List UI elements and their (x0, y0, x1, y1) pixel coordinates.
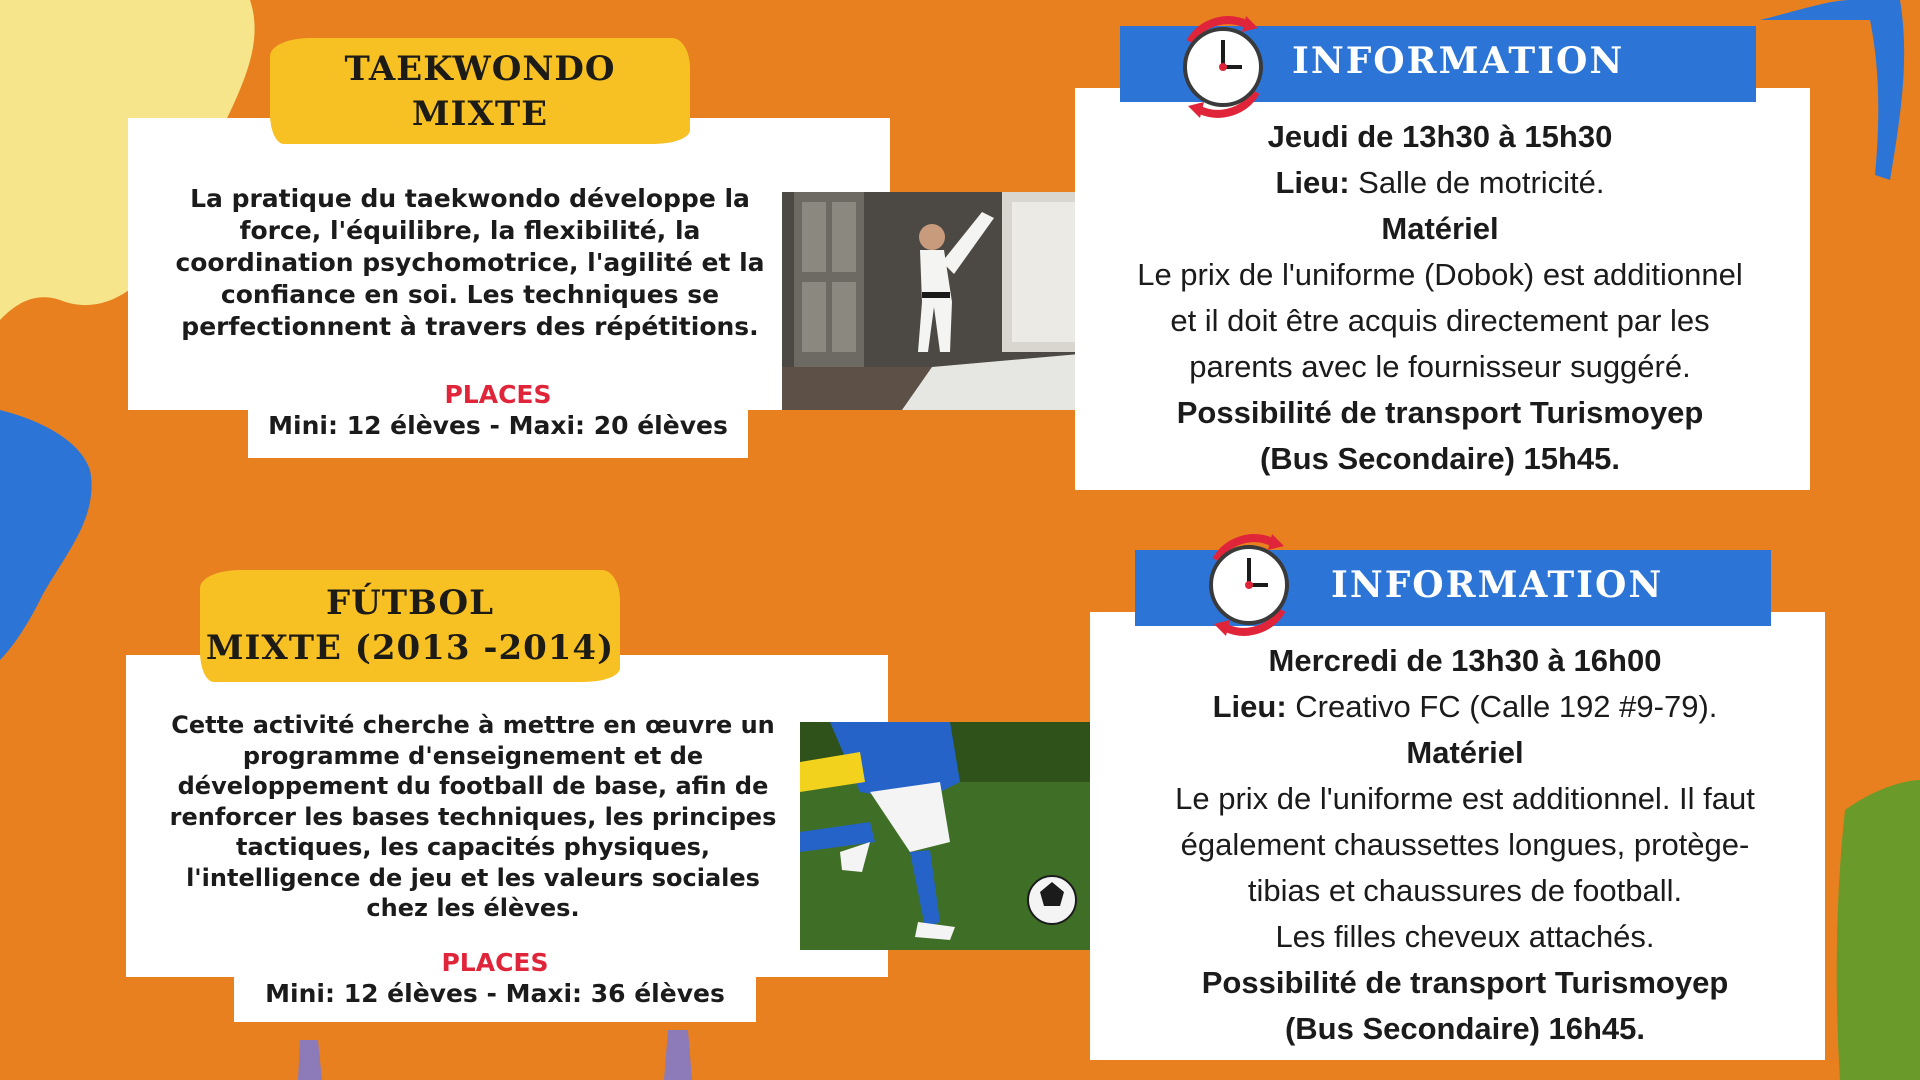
futbol-places (234, 948, 756, 1008)
info1-lieu-label: Lieu: (1275, 165, 1350, 200)
info1-header-text: INFORMATION (1292, 40, 1625, 82)
info2-materiel-line3: tibias et chaussures de football. (1247, 873, 1683, 908)
taekwondo-places (248, 380, 748, 440)
info2-materiel-line2: également chaussettes longues, protège- (1180, 827, 1750, 862)
info2-lieu-value: Creativo FC (Calle 192 #9-79). (1286, 689, 1718, 724)
info2-materiel-line4: Les filles cheveux attachés. (1275, 919, 1655, 954)
taekwondo-photo (782, 192, 1102, 410)
futbol-places-value: Mini: 12 élèves - Maxi: 36 élèves (265, 979, 725, 1008)
info1-lieu (1090, 160, 1790, 206)
info2-alarm-clock-icon (1194, 530, 1304, 640)
info2-schedule: Mercredi de 13h30 à 16h00 (1268, 643, 1662, 678)
taekwondo-places-value: Mini: 12 élèves - Maxi: 20 élèves (268, 411, 728, 440)
info1-transport-line1: Possibilité de transport Turismoyep (1176, 395, 1704, 430)
futbol-title-line2: MIXTE (2013 -2014) (205, 628, 615, 668)
taekwondo-title-banner (270, 38, 690, 144)
purple-stroke-bottom (298, 1040, 322, 1080)
futbol-description: Cette activité cherche à mettre en œuvre un programme d'enseignement et de développement du football de base, afin de renforcer les bases techniques, les principes tactiques, les capacités physiques, l'intelligence de jeu et les valeurs sociales chez les élèves. (169, 711, 777, 922)
futbol-title-line1: FÚTBOL (326, 583, 494, 623)
info2-text (1110, 638, 1820, 1052)
taekwondo-kick-photo-icon (782, 192, 1102, 410)
taekwondo-title-line1: TAEKWONDO (344, 49, 616, 89)
info2-transport-line2: (Bus Secondaire) 16h45. (1284, 1011, 1646, 1046)
info2-materiel-label: Matériel (1406, 735, 1524, 770)
info2-header-text: INFORMATION (1331, 564, 1664, 606)
info1-schedule: Jeudi de 13h30 à 15h30 (1267, 119, 1613, 154)
green-blob-right (1837, 780, 1920, 1080)
info1-materiel-line3: parents avec le fournisseur suggéré. (1189, 349, 1691, 384)
taekwondo-description: La pratique du taekwondo développe la force, l'équilibre, la flexibilité, la coordination psychomotrice, l'agilité et la confiance en soi. Les techniques se perfectionnent à travers des répétitions. (175, 184, 765, 341)
taekwondo-places-label: PLACES (444, 380, 552, 409)
futbol-places-label: PLACES (441, 948, 549, 977)
info1-text (1090, 114, 1790, 482)
info1-transport-line2: (Bus Secondaire) 15h45. (1259, 441, 1621, 476)
blue-blob-left (0, 410, 92, 660)
info2-transport-line1: Possibilité de transport Turismoyep (1201, 965, 1729, 1000)
info1-materiel-line2: et il doit être acquis directement par les (1170, 303, 1710, 338)
taekwondo-title-line2: MIXTE (411, 94, 549, 134)
info2-materiel-line1: Le prix de l'uniforme est additionnel. Il faut (1175, 781, 1755, 816)
futbol-title-banner (200, 570, 620, 682)
purple-stroke-bottom-2 (664, 1030, 692, 1080)
futbol-photo (800, 722, 1134, 950)
info1-lieu-value: Salle de motricité. (1349, 165, 1605, 200)
info1-materiel-label: Matériel (1381, 211, 1499, 246)
info1-alarm-clock-icon (1168, 12, 1278, 122)
info2-lieu-label: Lieu: (1212, 689, 1287, 724)
info1-materiel-line1: Le prix de l'uniforme (Dobok) est additionnel (1137, 257, 1743, 292)
football-players-photo-icon (800, 722, 1134, 950)
info2-lieu (1110, 684, 1820, 730)
